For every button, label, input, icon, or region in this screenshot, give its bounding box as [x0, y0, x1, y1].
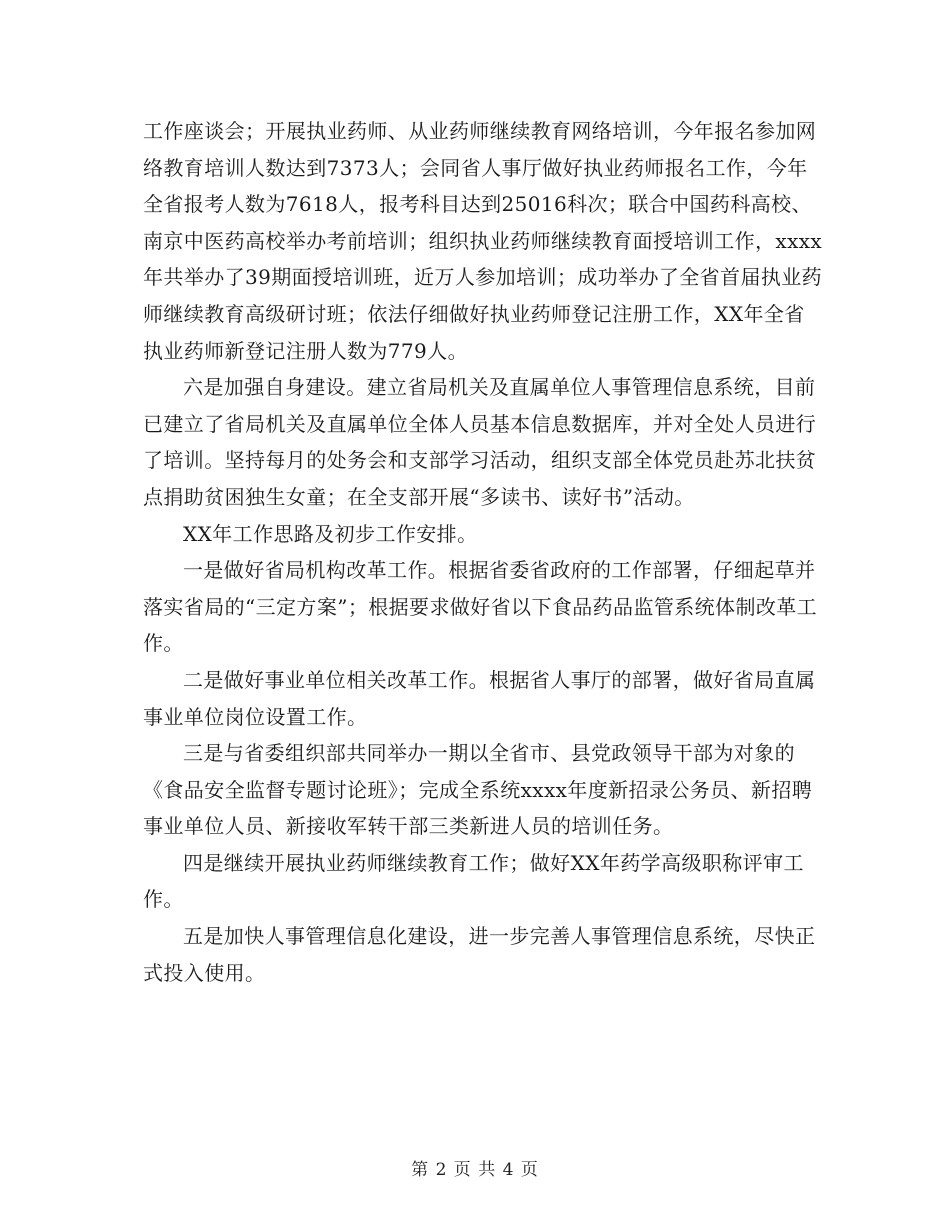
- paragraph-3: XX年工作思路及初步工作安排。: [183, 521, 478, 546]
- paragraph-5: 二是做好事业单位相关改革工作。根据省人事厅的部署，做好省局直属事业单位岗位设置工作。: [143, 667, 816, 729]
- paragraph-4: 一是做好省局机构改革工作。根据省委省政府的工作部署，仔细起草并落实省局的“三定方案”；根据要求做好省以下食品药品监管系统体制改革工作。: [143, 558, 818, 656]
- paragraph-1: 工作座谈会；开展执业药师、从业药师继续教育网络培训，今年报名参加网络教育培训人数达到7373人；会同省人事厅做好执业药师报名工作，今年全省报考人数为7618人，报考科目达到25016科次；联合中国药科高校、南京中医药高校举办考前培训；组织执业药师继续教育面授培训工作，xxxx年共举办了39期面授培训班，近万人参加培训；成功举办了全省首届执业药师继续教育高级研讨班；依法仔细做好执业药师登记注册工作，XX年全省执业药师新登记注册人数为779人。: [143, 119, 823, 363]
- paragraph-8: 五是加快人事管理信息化建设，进一步完善人事管理信息系统，尽快正式投入使用。: [143, 924, 816, 985]
- paragraph-6: 三是与省委组织部共同举办一期以全省市、县党政领导干部为对象的《食品安全监督专题讨论班》；完成全系统xxxx年度新招录公务员、新招聘事业单位人员、新接收军转干部三类新进人员的培训任务。: [143, 741, 813, 839]
- document-body: [143, 113, 823, 991]
- paragraph-2: 六是加强自身建设。建立省局机关及直属单位人事管理信息系统，目前已建立了省局机关及直属单位全体人员基本信息数据库，并对全处人员进行了培训。坚持每月的处务会和支部学习活动，组织支部全体党员赴苏北扶贫点捐助贫困独生女童；在全支部开展“多读书、读好书”活动。: [143, 375, 817, 509]
- page-number-footer: 第 2 页 共 4 页: [411, 1160, 539, 1180]
- paragraph-7: 四是继续开展执业药师继续教育工作；做好XX年药学高级职称评审工作。: [143, 850, 804, 912]
